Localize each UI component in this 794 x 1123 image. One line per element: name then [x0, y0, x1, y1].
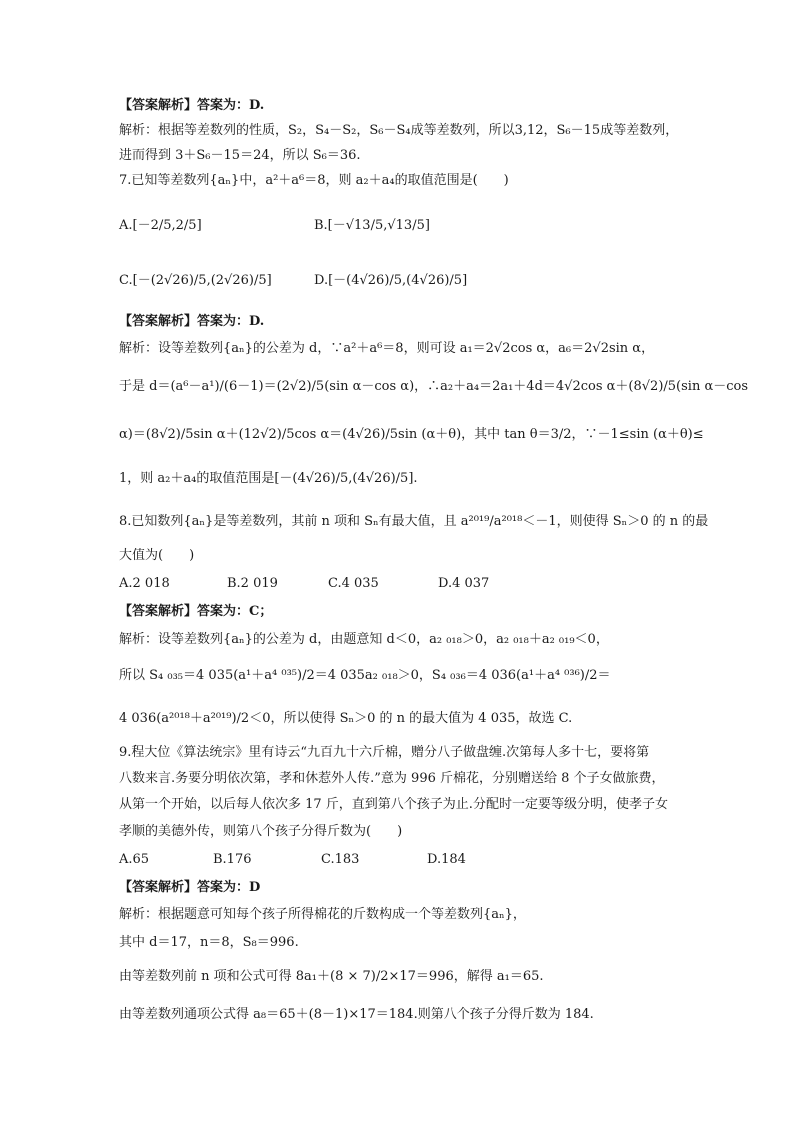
q6-solution-line-2: 进而得到 3＋S₆－15＝24，所以 S₆＝36.: [119, 148, 361, 163]
q8-answer-label: 【答案解析】答案为：C；: [119, 604, 273, 619]
q8-option-c: C.4 035: [328, 576, 379, 591]
q7-stem: 7.已知等差数列{aₙ}中，a²＋a⁶＝8，则 a₂＋a₄的取值范围是( ): [119, 173, 509, 188]
q9-stem-line-3: 从第一个开始，以后每人依次多 17 斤，直到第八个孩子为止.分配时一定要等级分明，使孝子女: [119, 797, 668, 812]
q8-solution-line-1: 解析：设等差数列{aₙ}的公差为 d，由题意知 d＜0，a₂ ₀₁₈＞0，a₂ ₀₁₈＋a₂ ₀₁₉＜0，: [119, 632, 609, 647]
q9-option-a: A.65: [119, 852, 150, 867]
q7-answer-label: 【答案解析】答案为：D.: [119, 314, 265, 329]
q8-option-a: A.2 018: [119, 576, 170, 591]
q8-stem-line-2: 大值为( ): [119, 548, 195, 563]
q6-answer-label: 【答案解析】答案为：D.: [119, 98, 265, 113]
q9-option-d: D.184: [427, 852, 466, 867]
q6-solution-line-1: 解析：根据等差数列的性质，S₂，S₄－S₂，S₆－S₄成等差数列，所以3,12，S₆－15成等差数列，: [119, 123, 679, 138]
q7-solution-line-1: 解析：设等差数列{aₙ}的公差为 d，∵a²＋a⁶＝8，则可设 a₁＝2√2cos α，a₆＝2√2sin α，: [119, 341, 655, 356]
q9-solution-line-4: 由等差数列通项公式得 a₈＝65＋(8－1)×17＝184.则第八个孩子分得斤数为 184.: [119, 1007, 594, 1022]
q9-solution-line-3: 由等差数列前 n 项和公式可得 8a₁＋(8 × 7)/2×17＝996，解得 a₁＝65.: [119, 969, 544, 984]
q7-solution-line-2: 于是 d＝(a⁶－a¹)/(6－1)＝(2√2)/5(sin α－cos α)，∴a₂＋a₄＝2a₁＋4d＝4√2cos α＋(8√2)/5(sin α－cos: [119, 379, 749, 394]
q7-solution-line-3: α)＝(8√2)/5sin α＋(12√2)/5cos α＝(4√26)/5sin (α＋θ)，其中 tan θ＝3/2，∵－1≤sin (α＋θ)≤: [119, 427, 704, 442]
q8-stem-line-1: 8.已知数列{aₙ}是等差数列，其前 n 项和 Sₙ有最大值，且 a²⁰¹⁹/a²⁰¹⁸＜－1，则使得 Sₙ＞0 的 n 的最: [119, 514, 709, 529]
q7-option-a: A.[－2/5,2/5]: [119, 218, 202, 233]
q9-stem-line-4: 孝顺的美德外传，则第八个孩子分得斤数为( ): [119, 824, 403, 839]
q8-option-b: B.2 019: [227, 576, 278, 591]
q9-option-c: C.183: [321, 852, 360, 867]
q7-option-c: C.[－(2√26)/5,(2√26)/5]: [119, 273, 272, 288]
q9-solution-line-2: 其中 d＝17，n＝8，S₈＝996.: [119, 935, 299, 950]
q8-solution-line-3: 4 036(a²⁰¹⁸＋a²⁰¹⁹)/2＜0，所以使得 Sₙ＞0 的 n 的最大值为 4 035，故选 C.: [119, 711, 573, 726]
q7-option-b: B.[－√13/5,√13/5]: [314, 218, 430, 233]
q7-solution-line-4: 1，则 a₂＋a₄的取值范围是[－(4√26)/5,(4√26)/5].: [119, 471, 418, 486]
q9-stem-line-2: 八数来言.务要分明依次第，孝和休惹外人传.”意为 996 斤棉花，分别赠送给 8 个子女做旅费，: [119, 771, 665, 786]
q8-solution-line-2: 所以 S₄ ₀₃₅＝4 035(a¹＋a⁴ ⁰³⁵)/2＝4 035a₂ ₀₁₈＞0，S₄ ₀₃₆＝4 036(a¹＋a⁴ ⁰³⁶)/2＝: [119, 668, 611, 683]
q8-option-d: D.4 037: [438, 576, 490, 591]
q9-stem-line-1: 9.程大位《算法统宗》里有诗云“九百九十六斤棉，赠分八子做盘缠.次第每人多十七，要将第: [119, 745, 650, 760]
q9-answer-label: 【答案解析】答案为：D: [119, 880, 261, 895]
q9-option-b: B.176: [213, 852, 252, 867]
q9-solution-line-1: 解析：根据题意可知每个孩子所得棉花的斤数构成一个等差数列{aₙ}，: [119, 907, 526, 922]
q7-option-d: D.[－(4√26)/5,(4√26)/5]: [314, 273, 468, 288]
